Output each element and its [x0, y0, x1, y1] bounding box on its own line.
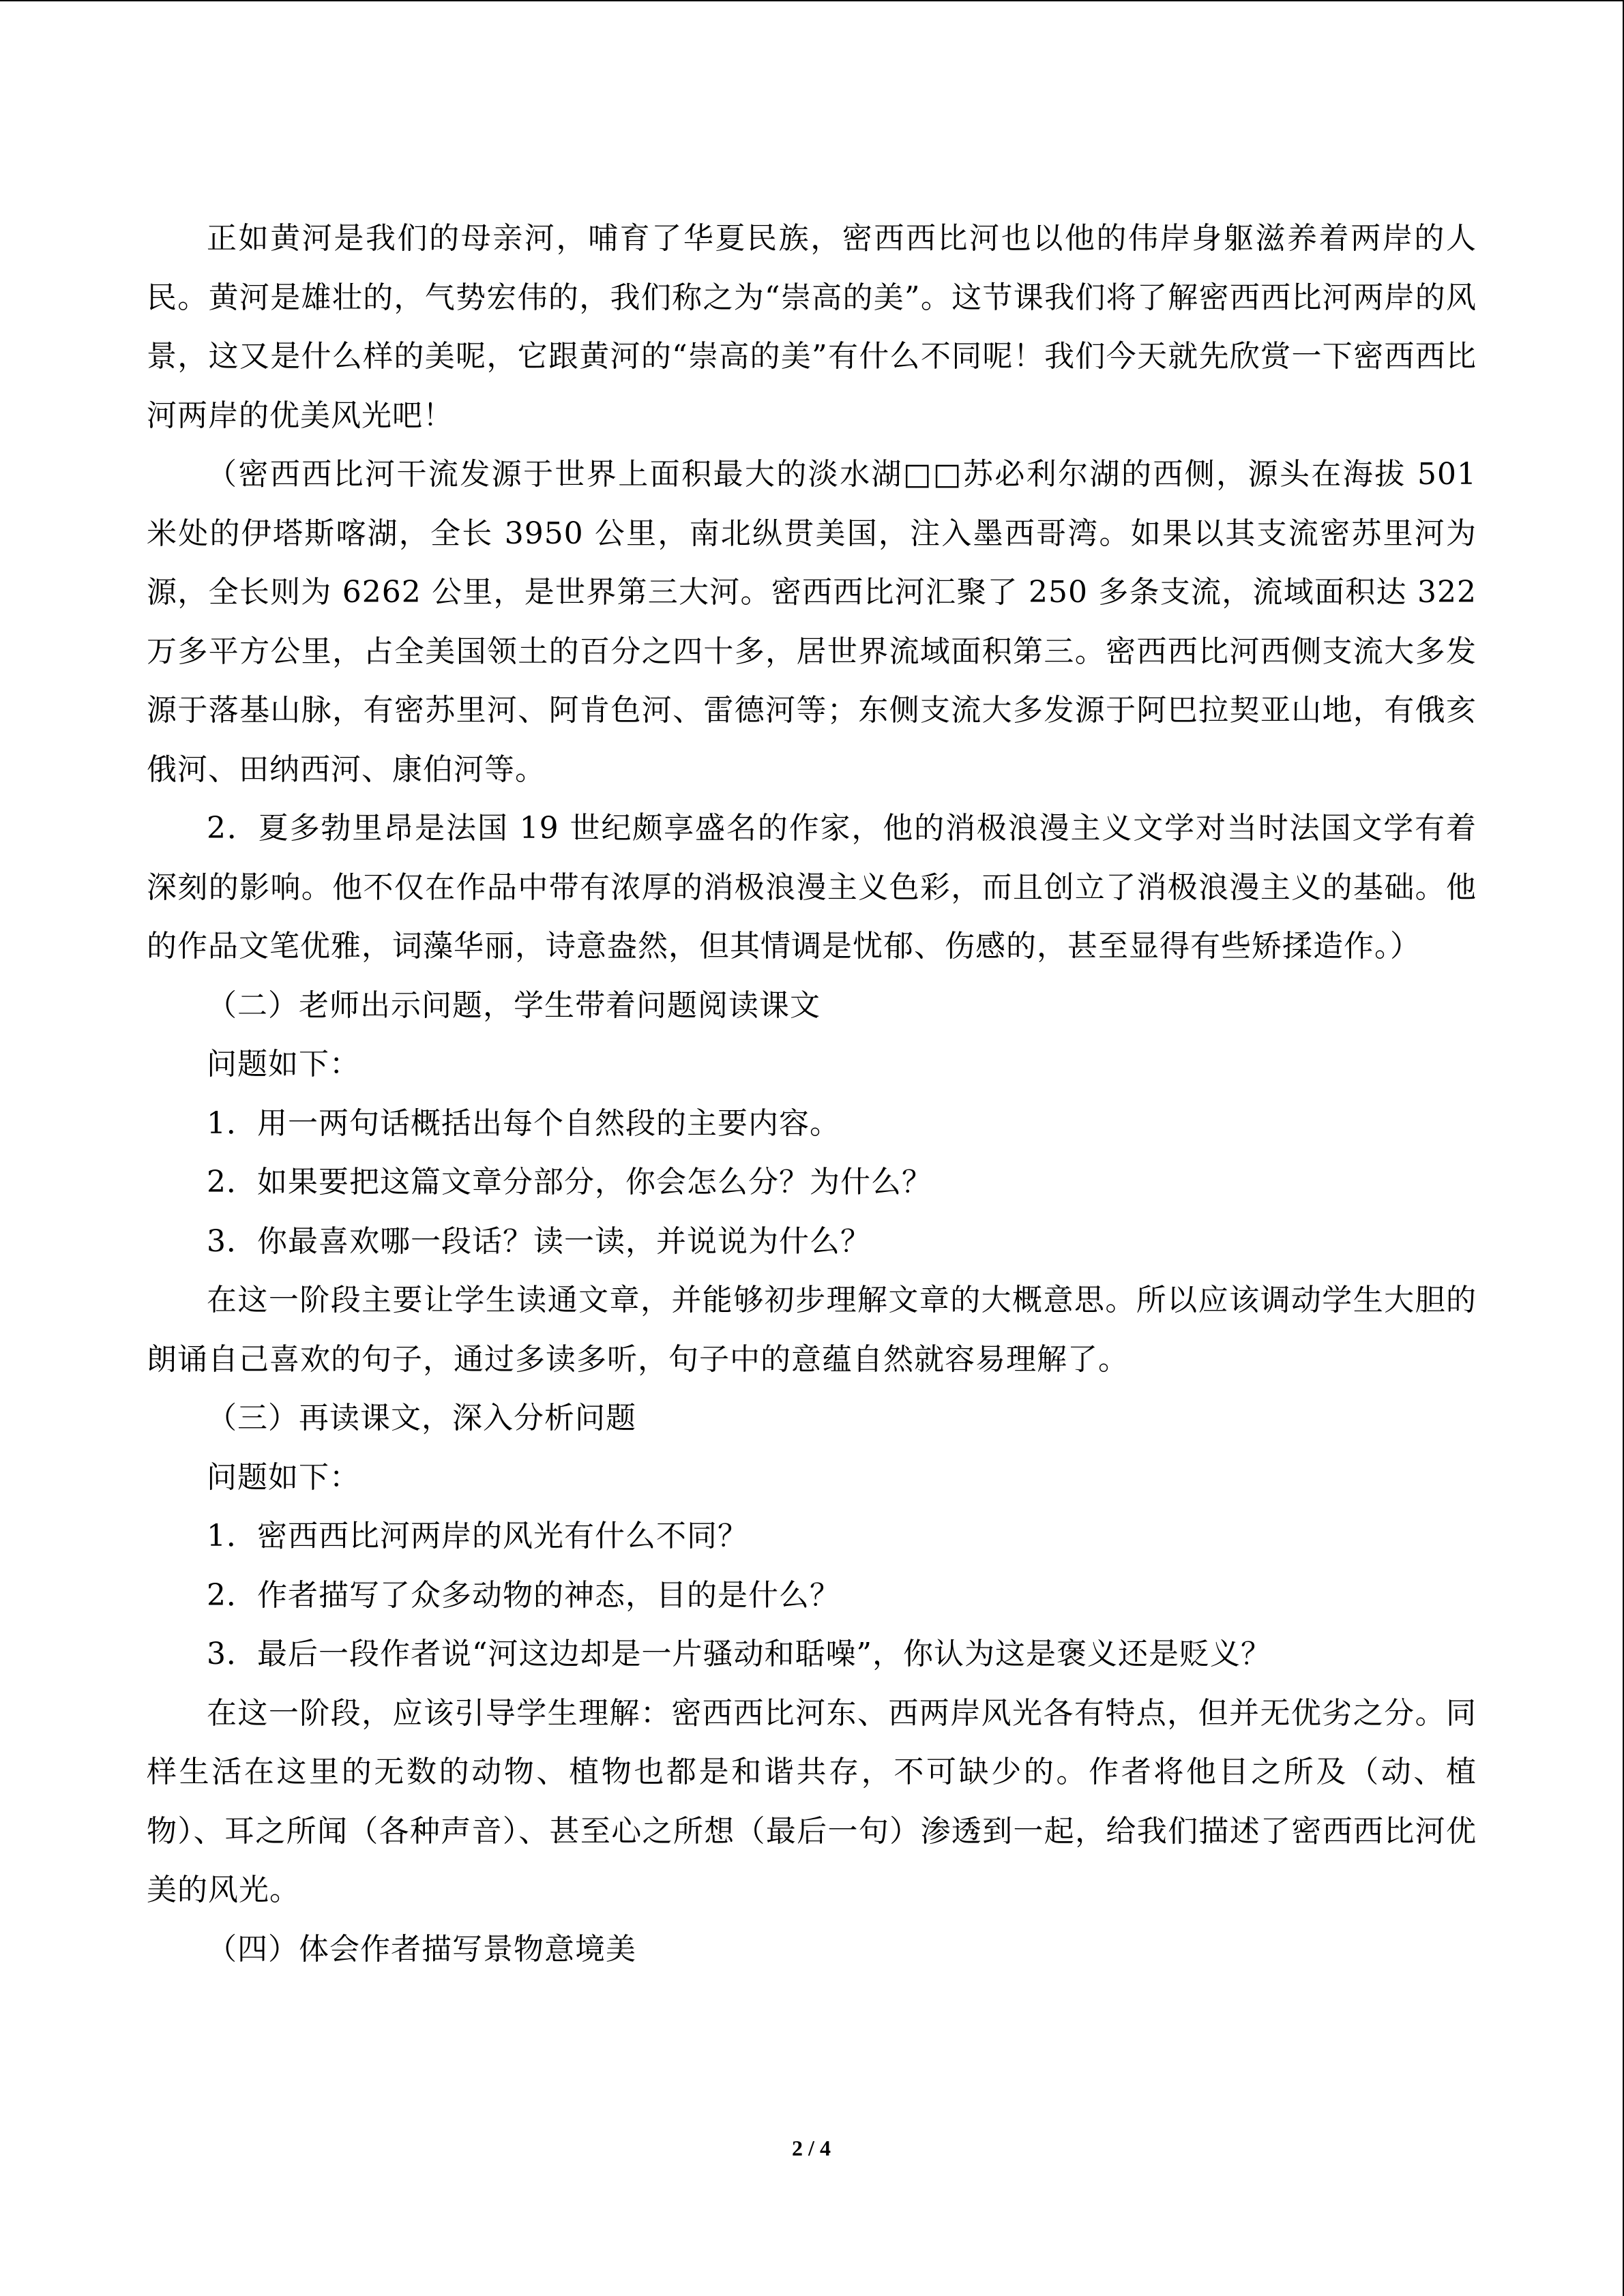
section-heading-4: （四）体会作者描写景物意境美 [207, 1931, 636, 1967]
questions-label: 问题如下： [207, 1459, 360, 1495]
question-item: 3．最后一段作者说“河这边却是一片骚动和聒噪”，你认为这是褒义还是贬义？ [207, 1637, 1271, 1671]
question-item: 1．用一两句话概括出每个自然段的主要内容。 [207, 1105, 840, 1141]
paragraph-intro: 正如黄河是我们的母亲河，哺育了华夏民族，密西西比河也以他的伟岸身躯滋养着两岸的人民。黄河是雄壮的，气势宏伟的，我们称之为“崇高的美”。这节课我们将了解密西西比河两岸的风景，这又是什么样的美呢，它跟黄河的“崇高的美”有什么不同呢！我们今天就先欣赏一下密西西比河两岸的优美风光吧！ [147, 221, 1477, 433]
questions-label: 问题如下： [207, 1047, 360, 1082]
question-item: 2．作者描写了众多动物的神态，目的是什么？ [207, 1577, 840, 1613]
paragraph-stage-3-note: 在这一阶段，应该引导学生理解：密西西比河东、西两岸风光各有特点，但并无优劣之分。同样生活在这里的无数的动物、植物也都是和谐共存，不可缺少的。作者将他目之所及（动、植物）、耳之所闻（各种声音）、甚至心之所想（最后一句）渗透到一起，给我们描述了密西西比河优美的风光。 [147, 1695, 1477, 1907]
question-item: 2．如果要把这篇文章分部分，你会怎么分？为什么？ [207, 1165, 932, 1199]
paragraph-stage-2-note: 在这一阶段主要让学生读通文章，并能够初步理解文章的大概意思。所以应该调动学生大胆的朗诵自己喜欢的句子，通过多读多听，句子中的意蕴自然就容易理解了。 [147, 1283, 1477, 1377]
section-heading-2: （二）老师出示问题，学生带着问题阅读课文 [207, 987, 821, 1023]
paragraph-mississippi-facts: （密西西比河干流发源于世界上面积最大的淡水湖□□苏必利尔湖的西侧，源头在海拔 501 米处的伊塔斯喀湖，全长 3950 公里，南北纵贯美国，注入墨西哥湾。如果以其支流密苏里河为源，全长则为 6262 公里，是世界第三大河。密西西比河汇聚了 250 多条支流，流域面积达 322 万多平方公里，占全美国领土的百分之四十多，居世界流域面积第三。密西西比河西侧支流大多发源于落基山脉，有密苏里河、阿肯色河、雷德河等；东侧支流大多发源于阿巴拉契亚山地，有俄亥俄河、田纳西河、康伯河等。 [147, 457, 1477, 787]
page-number: 2 / 4 [792, 2136, 831, 2160]
question-item: 3．你最喜欢哪一段话？读一读，并说说为什么？ [207, 1223, 871, 1259]
paragraph-author-bio: 2．夏多勃里昂是法国 19 世纪颇享盛名的作家，他的消极浪漫主义文学对当时法国文学有着深刻的影响。他不仅在作品中带有浓厚的消极浪漫主义色彩，而且创立了消极浪漫主义的基础。他的作品文笔优雅，词藻华丽，诗意盎然，但其情调是忧郁、伤感的，甚至显得有些矫揉造作。） [147, 811, 1477, 964]
section-heading-3: （三）再读课文，深入分析问题 [207, 1401, 636, 1435]
document-body [147, 209, 1477, 1979]
question-item: 1．密西西比河两岸的风光有什么不同？ [207, 1519, 748, 1553]
